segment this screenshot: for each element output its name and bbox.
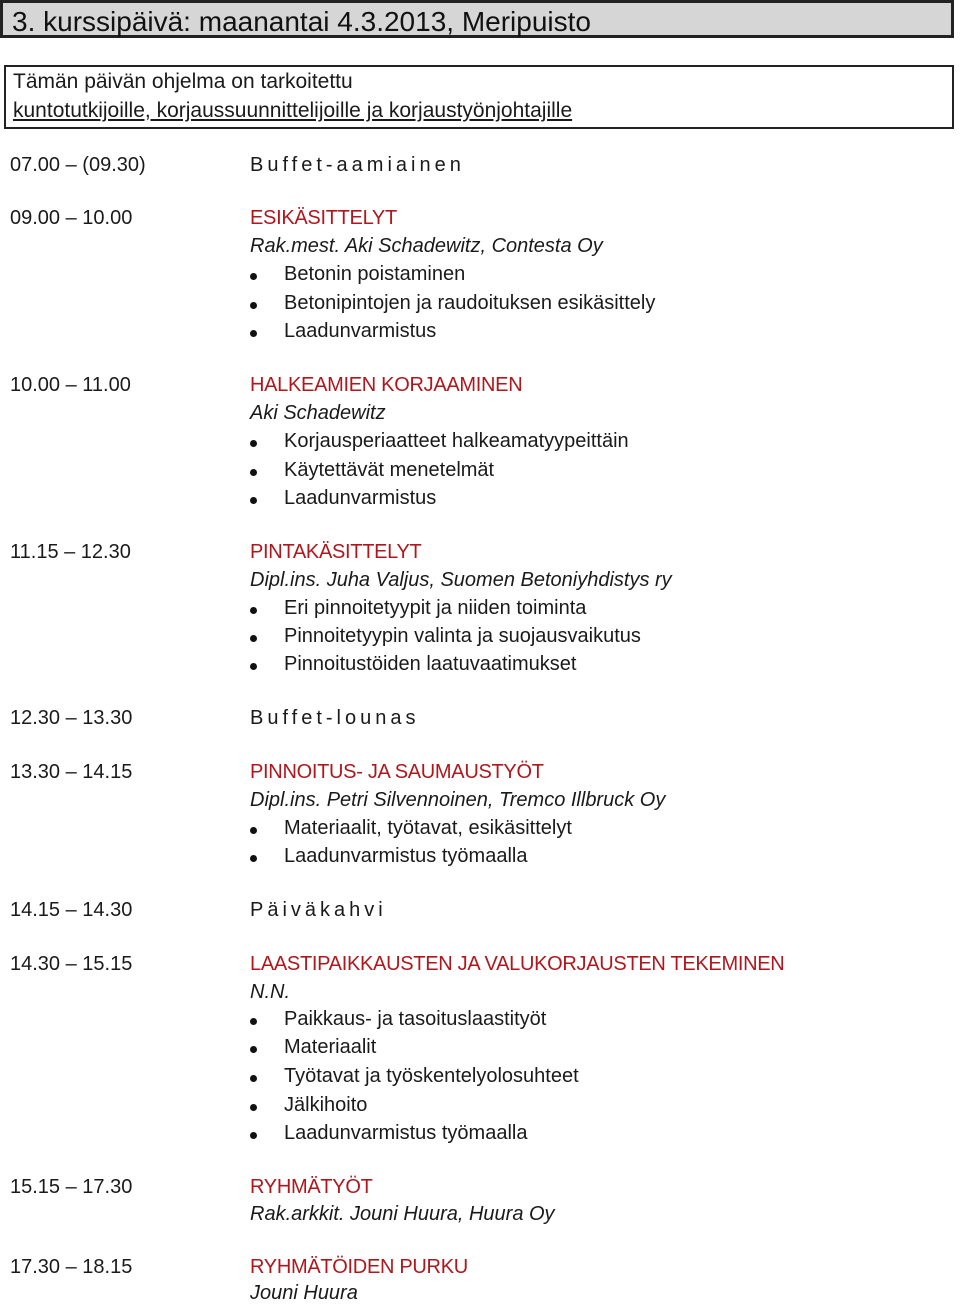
session-speaker: Dipl.ins. Petri Silvennoinen, Tremco Illbruck Oy: [250, 789, 666, 811]
session-speaker: Rak.mest. Aki Schadewitz, Contesta Oy: [250, 235, 603, 257]
session-heading: LAASTIPAIKKAUSTEN JA VALUKORJAUSTEN TEKEMINEN: [250, 953, 785, 975]
bullet-icon: [250, 607, 257, 614]
session-heading: PINTAKÄSITTELYT: [250, 541, 422, 563]
bullet-icon: [250, 440, 257, 447]
page-title-bar: [0, 0, 954, 38]
bullet-icon: [250, 302, 257, 309]
session-time: 11.15 – 12.30: [10, 541, 131, 563]
session-heading: PINNOITUS- JA SAUMAUSTYÖT: [250, 761, 544, 783]
session-heading: ESIKÄSITTELYT: [250, 207, 397, 229]
bullet-icon: [250, 827, 257, 834]
bullet-icon: [250, 1046, 257, 1053]
session-time: 17.30 – 18.15: [10, 1256, 133, 1278]
session-time: 14.30 – 15.15: [10, 953, 133, 975]
session-speaker: Aki Schadewitz: [250, 402, 386, 424]
bullet-icon: [250, 1075, 257, 1082]
session-time: 13.30 – 14.15: [10, 761, 133, 783]
bullet-icon: [250, 330, 257, 337]
session-time: 12.30 – 13.30: [10, 707, 133, 729]
bullet-icon: [250, 1018, 257, 1025]
session-heading: HALKEAMIEN KORJAAMINEN: [250, 374, 523, 396]
bullet-icon: [250, 635, 257, 642]
session-time: 07.00 – (09.30): [10, 154, 146, 176]
session-time: 10.00 – 11.00: [10, 374, 131, 396]
bullet-icon: [250, 1104, 257, 1111]
session-time: 09.00 – 10.00: [10, 207, 133, 229]
session-speaker: N.N.: [250, 981, 290, 1003]
session-time: 15.15 – 17.30: [10, 1176, 133, 1198]
audience-intro: Tämän päivän ohjelma on tarkoitettu: [13, 70, 353, 93]
bullet-icon: [250, 497, 257, 504]
session-speaker: Rak.arkkit. Jouni Huura, Huura Oy: [250, 1203, 555, 1225]
page-title: 3. kurssipäivä: maanantai 4.3.2013, Meripuisto: [12, 6, 591, 37]
audience-box: [4, 65, 954, 129]
break-label: Päiväkahvi: [250, 899, 387, 921]
bullet-icon: [250, 273, 257, 280]
session-time: 14.15 – 14.30: [10, 899, 133, 921]
bullet-icon: [250, 469, 257, 476]
session-heading: RYHMÄTYÖT: [250, 1176, 373, 1198]
break-label: Buffet-lounas: [250, 707, 420, 729]
bullet-icon: [250, 855, 257, 862]
break-label: Buffet-aamiainen: [250, 154, 465, 176]
audience-list: kuntotutkijoille, korjaussuunnittelijoille ja korjaustyönjohtajille: [13, 99, 573, 122]
bullet-icon: [250, 663, 257, 670]
session-speaker: Jouni Huura: [250, 1282, 358, 1304]
bullet-icon: [250, 1132, 257, 1139]
session-heading: RYHMÄTÖIDEN PURKU: [250, 1256, 468, 1278]
session-speaker: Dipl.ins. Juha Valjus, Suomen Betoniyhdistys ry: [250, 569, 672, 591]
